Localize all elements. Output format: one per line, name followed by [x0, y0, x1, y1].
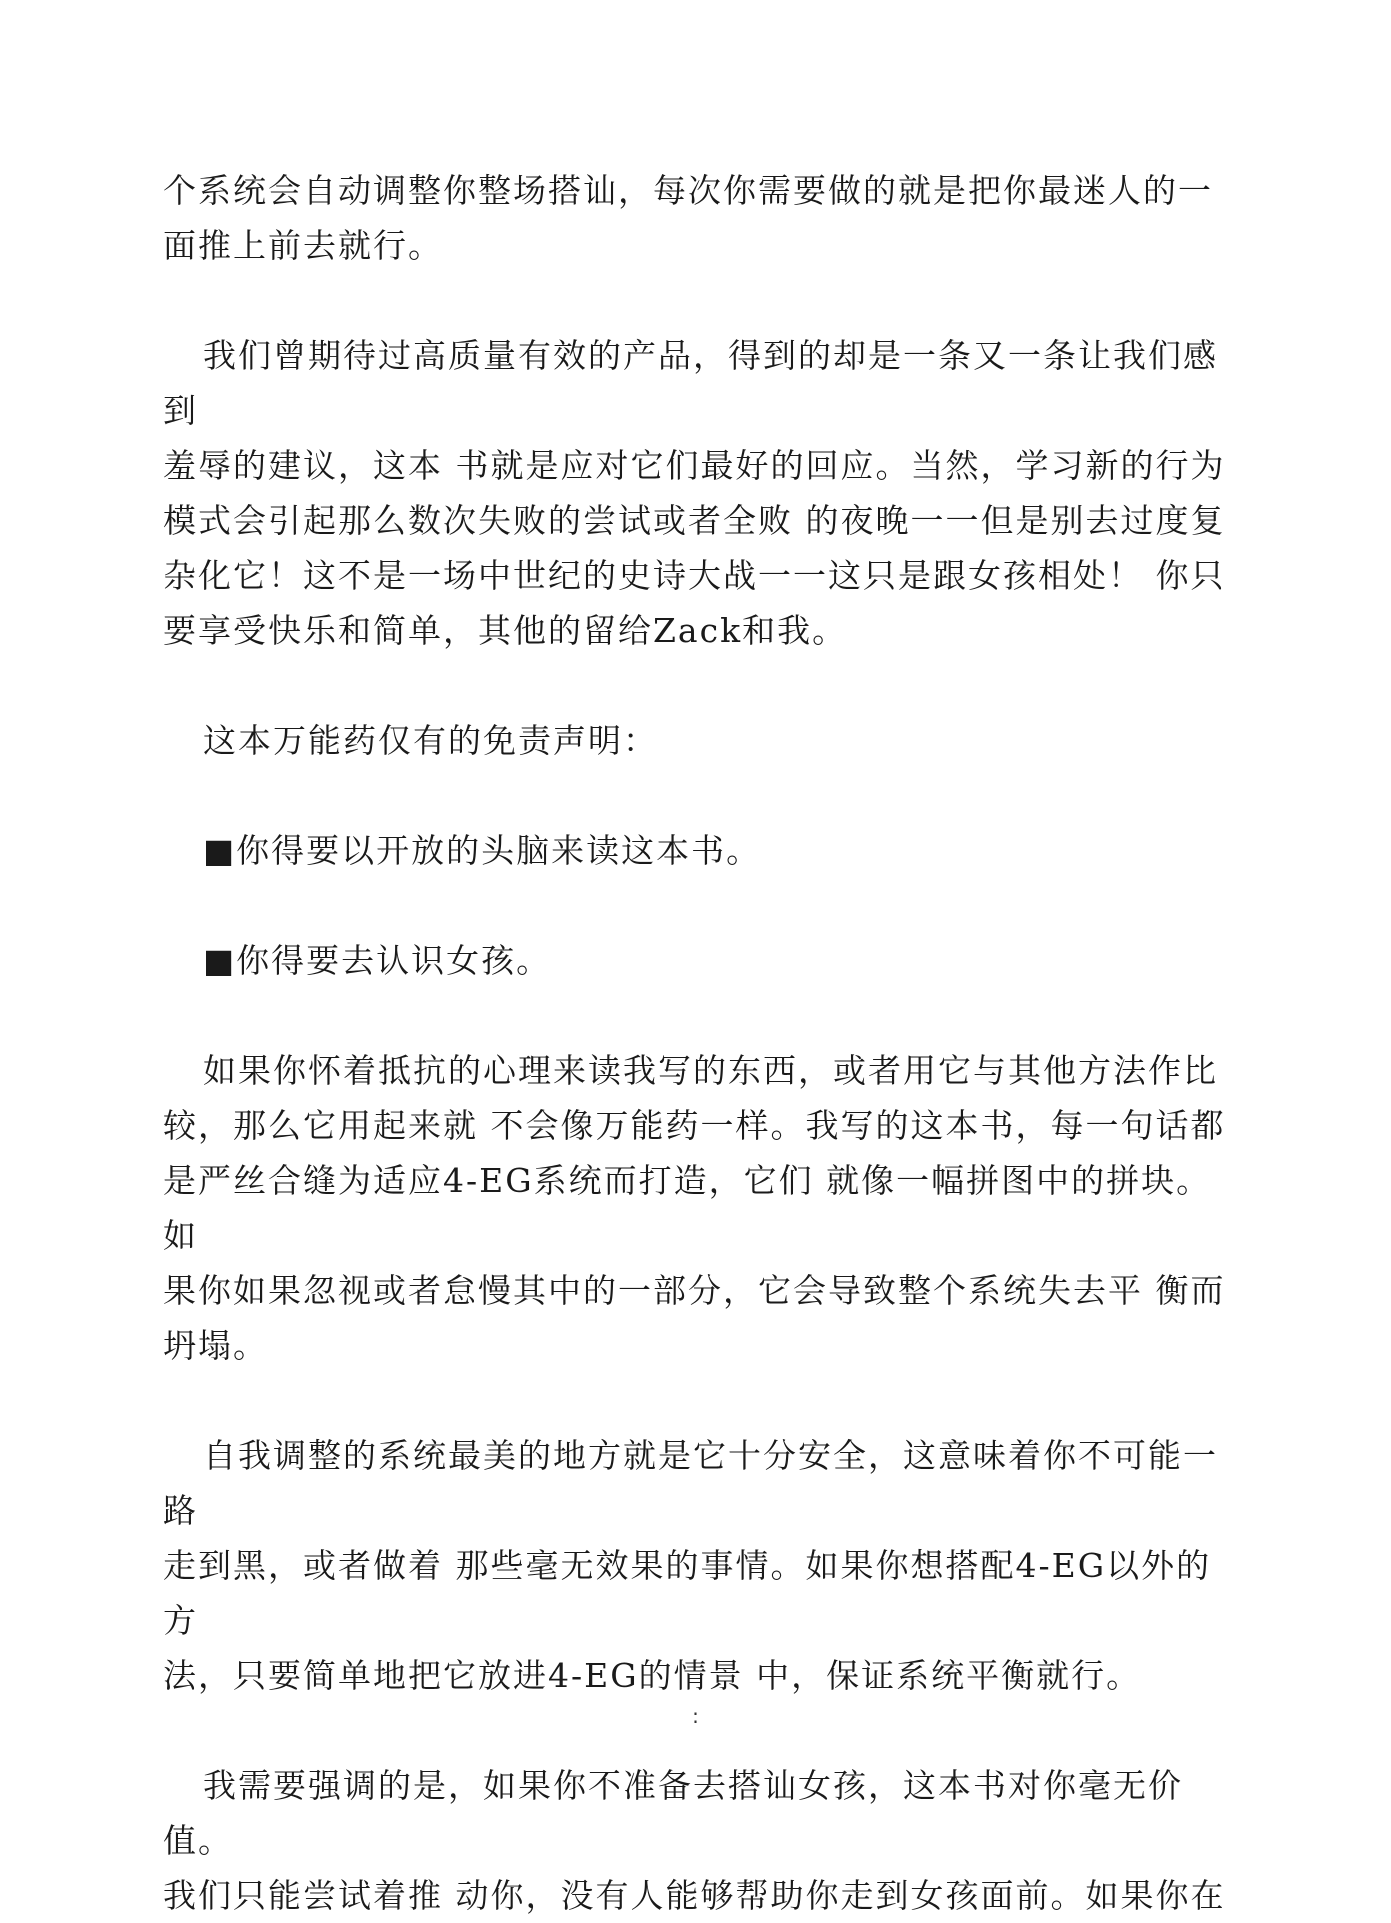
text-line: 坍塌。 [163, 1326, 268, 1365]
paragraph-3 [163, 713, 1243, 768]
paragraph-7 [163, 1428, 1243, 1703]
text-line: 法，只要简单地把它放进4-EG的情景 中，保证系统平衡就行。 [163, 1656, 1142, 1695]
bullet-item-1 [163, 823, 1243, 878]
document-body [163, 163, 1243, 1923]
text-line: 我需要强调的是，如果你不准备去搭讪女孩，这本书对你毫无价值。 [163, 1766, 1183, 1860]
text-line: 杂化它！这不是一场中世纪的史诗大战一一这只是跟女孩相处！ 你只 [163, 556, 1226, 595]
page-number: : [692, 1704, 699, 1728]
text-line: 个系统会自动调整你整场搭讪，每次你需要做的就是把你最迷人的一 [163, 171, 1213, 210]
text-line: 羞辱的建议，这本 书就是应对它们最好的回应。当然，学习新的行为 [163, 446, 1226, 485]
text-line: 模式会引起那么数次失败的尝试或者全败 的夜晚一一但是别去过度复 [163, 501, 1226, 540]
paragraph-2 [163, 328, 1243, 658]
text-line: 我们只能尝试着推 动你，没有人能够帮助你走到女孩面前。如果你在 [163, 1876, 1226, 1915]
paragraph-6 [163, 1043, 1243, 1373]
bullet-item-2 [163, 933, 1243, 988]
text-line: 要享受快乐和简单，其他的留给Zack和我。 [163, 611, 848, 650]
paragraph-1 [163, 163, 1243, 273]
text-line: 是严丝合缝为适应4-EG系统而打造，它们 就像一幅拼图中的拼块。如 [163, 1161, 1212, 1255]
text-line: ■你得要以开放的头脑来读这本书。 [203, 831, 762, 870]
text-line: 我们曾期待过高质量有效的产品，得到的却是一条又一条让我们感到 [163, 336, 1218, 430]
paragraph-8 [163, 1758, 1243, 1923]
text-line: 较，那么它用起来就 不会像万能药一样。我写的这本书，每一句话都 [163, 1106, 1226, 1145]
text-line: 面推上前去就行。 [163, 226, 443, 265]
text-line: ■你得要去认识女孩。 [203, 941, 552, 980]
text-line: 果你如果忽视或者怠慢其中的一部分，它会导致整个系统失去平 衡而 [163, 1271, 1226, 1310]
text-line: 自我调整的系统最美的地方就是它十分安全，这意味着你不可能一路 [163, 1436, 1218, 1530]
text-line: 走到黑，或者做着 那些毫无效果的事情。如果你想搭配4-EG以外的方 [163, 1546, 1212, 1640]
text-line: 这本万能药仅有的免责声明： [203, 721, 658, 760]
text-line: 如果你怀着抵抗的心理来读我写的东西，或者用它与其他方法作比 [203, 1051, 1218, 1090]
